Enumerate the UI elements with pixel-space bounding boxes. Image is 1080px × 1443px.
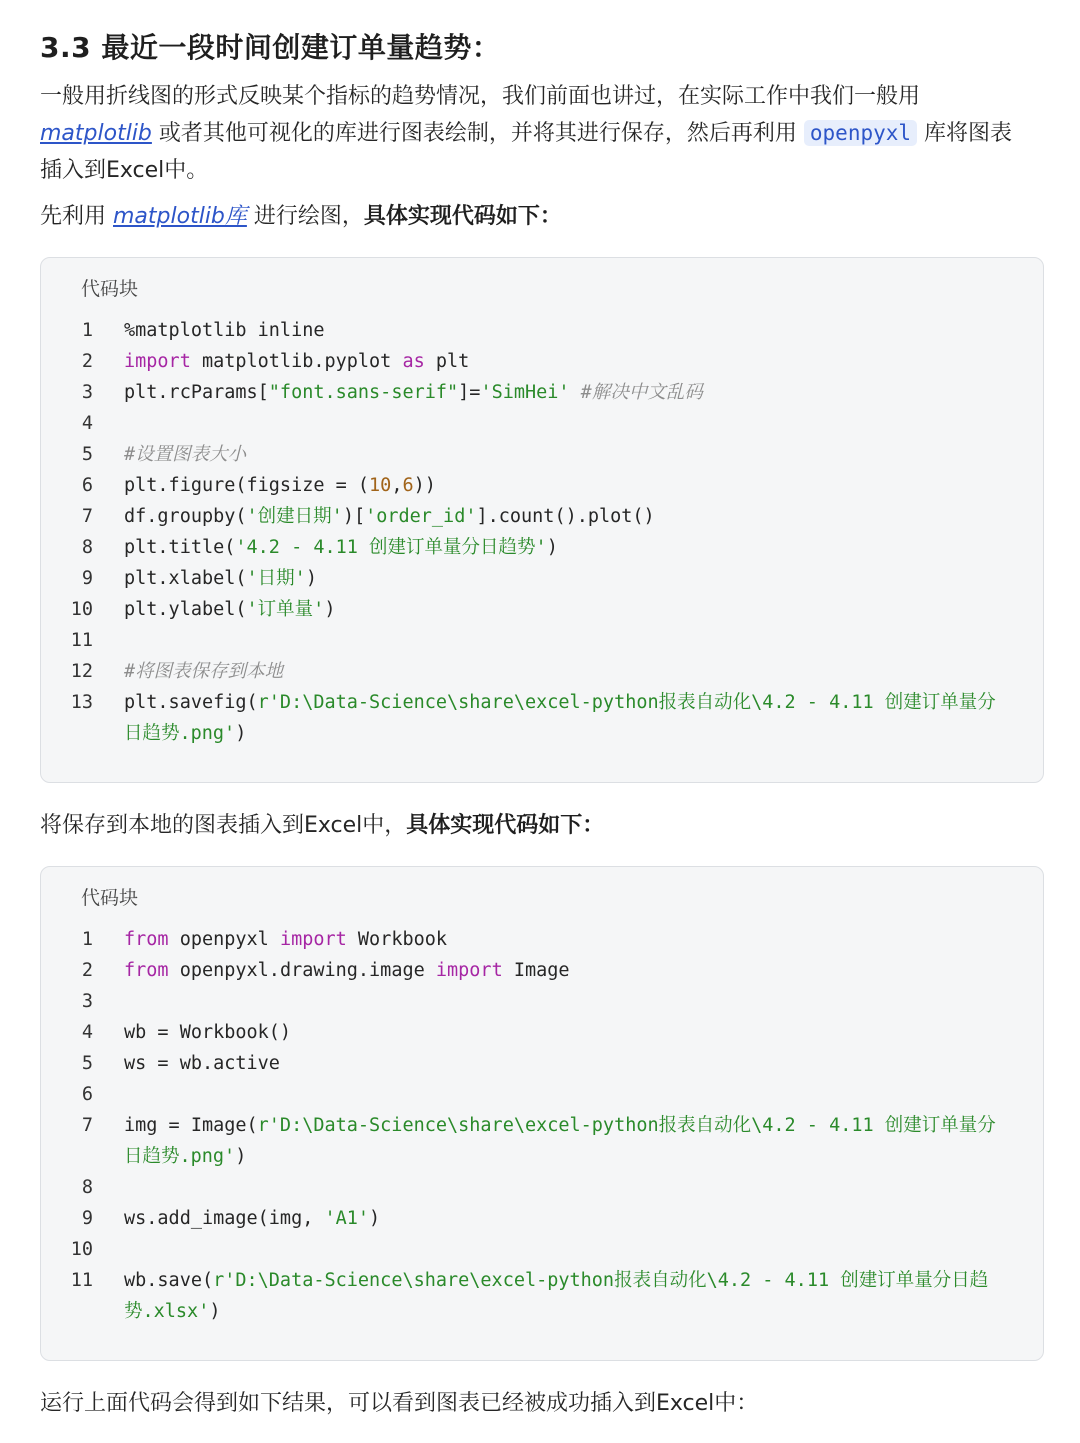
- code-token: Image: [502, 960, 570, 981]
- code-line: [41, 439, 1045, 470]
- line-number: 3: [81, 991, 93, 1012]
- code-text: [124, 718, 246, 749]
- code-text: [124, 594, 335, 625]
- code-token: r'D:\Data-Science\share\excel-python报表自动化\4.2 - 4.11 创建订单量分日趋: [213, 1270, 989, 1291]
- plot-intro-bold: 具体实现代码如下：: [363, 204, 562, 229]
- code-token: '4.2 - 4.11 创建订单量分日趋势': [235, 537, 547, 558]
- line-number: 13: [70, 692, 93, 713]
- intro-line-2: [40, 115, 1012, 152]
- code-line: [41, 346, 1045, 377]
- plot-intro-prefix: 先利用: [40, 204, 113, 229]
- section-heading: 3.3 最近一段时间创建订单量趋势：: [40, 31, 501, 64]
- code-line: [41, 1048, 1045, 1079]
- line-number: 11: [70, 1270, 93, 1291]
- code-token: 日趋势.png': [124, 1146, 236, 1167]
- code-text: [124, 532, 558, 563]
- line-number: 7: [81, 1115, 93, 1136]
- code-token: '日期': [246, 568, 306, 589]
- code-line: [41, 1234, 1045, 1265]
- code-text: [124, 470, 436, 501]
- code-token: from: [124, 960, 169, 981]
- code-token: 10: [369, 475, 392, 496]
- line-number: 8: [81, 1177, 93, 1198]
- code-token: 'order_id': [365, 506, 477, 527]
- code-text: [124, 687, 996, 718]
- openpyxl-inline-code: openpyxl: [804, 120, 917, 146]
- plot-intro-paragraph: [40, 198, 562, 235]
- code-line: [41, 594, 1045, 625]
- code-text: [124, 1203, 380, 1234]
- code-token: Workbook: [346, 929, 448, 950]
- code-token: plt.figure(figsize = (: [124, 475, 370, 496]
- intro-paragraph: [40, 78, 1012, 189]
- code-text: [124, 377, 703, 408]
- code-line: [41, 408, 1045, 439]
- code-text: [124, 1017, 291, 1048]
- line-number: 9: [81, 568, 93, 589]
- code-line: [41, 1079, 1045, 1110]
- matplotlib-link[interactable]: matplotlib: [40, 121, 152, 146]
- code-token: )): [413, 475, 436, 496]
- intro-line-1: 一般用折线图的形式反映某个指标的趋势情况，我们前面也讲过，在实际工作中我们一般用: [40, 84, 921, 109]
- code-lines: [41, 315, 1045, 749]
- code-line: [41, 1296, 1045, 1327]
- code-token: '创建日期': [246, 506, 343, 527]
- matplotlib-lib-link[interactable]: matplotlib库: [113, 204, 247, 229]
- code-token: wb = Workbook(): [124, 1022, 292, 1043]
- code-line: [41, 687, 1045, 718]
- code-token: 'A1': [324, 1208, 370, 1229]
- code-text: [124, 1141, 246, 1172]
- code-token: ): [209, 1301, 221, 1322]
- code-line: [41, 924, 1045, 955]
- code-block-insert[interactable]: [40, 866, 1044, 1361]
- code-line: [41, 1017, 1045, 1048]
- code-token: plt.rcParams[: [124, 382, 269, 403]
- code-token: df.groupby(: [124, 506, 247, 527]
- code-token: 6: [402, 475, 414, 496]
- line-number: 12: [70, 661, 93, 682]
- code-token: r'D:\Data-Science\share\excel-python报表自动化\4.2 - 4.11 创建订单量分: [257, 1115, 996, 1136]
- line-number: 7: [81, 506, 93, 527]
- code-token: wb.save(: [124, 1270, 214, 1291]
- line-number: 5: [81, 444, 93, 465]
- code-text: [124, 1048, 280, 1079]
- intro-line-3: 插入到Excel中。: [40, 158, 209, 183]
- insert-intro-bold: 具体实现代码如下：: [406, 813, 605, 838]
- code-token: ,: [391, 475, 403, 496]
- line-number: 6: [81, 1084, 93, 1105]
- code-line: [41, 986, 1045, 1017]
- code-line: [41, 1141, 1045, 1172]
- code-token: )[: [342, 506, 366, 527]
- code-line: [41, 1110, 1045, 1141]
- code-token: from: [124, 929, 169, 950]
- code-line: [41, 1265, 1045, 1296]
- line-number: 1: [81, 320, 93, 341]
- code-token: #将图表保存到本地: [124, 661, 284, 682]
- code-token: ws = wb.active: [124, 1053, 280, 1074]
- code-token: ): [324, 599, 336, 620]
- code-token: plt.ylabel(: [124, 599, 247, 620]
- code-line: [41, 315, 1045, 346]
- line-number: 10: [70, 599, 93, 620]
- code-text: [124, 1296, 220, 1327]
- code-line: [41, 625, 1045, 656]
- line-number: 6: [81, 475, 93, 496]
- code-token: "font.sans-serif": [268, 382, 459, 403]
- code-line: [41, 1172, 1045, 1203]
- code-line: [41, 1203, 1045, 1234]
- line-number: 4: [81, 413, 93, 434]
- code-token: import: [279, 929, 347, 950]
- code-token: openpyxl: [168, 929, 280, 950]
- code-text: [124, 501, 655, 532]
- code-token: ): [546, 537, 558, 558]
- code-block-title: 代码块: [81, 887, 139, 909]
- code-text: [124, 1110, 996, 1141]
- code-token: as: [402, 351, 425, 372]
- line-number: 2: [81, 960, 93, 981]
- line-number: 1: [81, 929, 93, 950]
- code-text: [124, 315, 324, 346]
- code-token: ]=: [458, 382, 481, 403]
- code-text: [124, 924, 447, 955]
- line-number: 5: [81, 1053, 93, 1074]
- code-text: [124, 955, 570, 986]
- code-token: #设置图表大小: [124, 444, 247, 465]
- code-token: ): [235, 723, 247, 744]
- code-token: 'SimHei': [480, 382, 570, 403]
- code-token: %matplotlib inline: [124, 320, 325, 341]
- code-token: #解决中文乱码: [569, 382, 703, 403]
- insert-intro-text: 将保存到本地的图表插入到Excel中，: [40, 813, 407, 838]
- code-token: import: [124, 351, 191, 372]
- code-text: [124, 346, 469, 377]
- code-token: ): [369, 1208, 381, 1229]
- code-line: [41, 563, 1045, 594]
- code-token: img = Image(: [124, 1115, 258, 1136]
- code-line: [41, 718, 1045, 749]
- intro-line-2-tail: 库将图表: [917, 121, 1013, 146]
- code-token: ].count().plot(): [476, 506, 655, 527]
- line-number: 10: [70, 1239, 93, 1260]
- code-token: ): [305, 568, 317, 589]
- code-text: [124, 1265, 988, 1296]
- code-text: [124, 656, 283, 687]
- code-token: ws.add_image(img,: [124, 1208, 325, 1229]
- code-token: plt: [424, 351, 470, 372]
- line-number: 11: [70, 630, 93, 651]
- insert-intro-paragraph: [40, 807, 604, 844]
- code-line: [41, 377, 1045, 408]
- code-line: [41, 501, 1045, 532]
- line-number: 8: [81, 537, 93, 558]
- code-token: import: [435, 960, 503, 981]
- line-number: 3: [81, 382, 93, 403]
- line-number: 9: [81, 1208, 93, 1229]
- code-text: [124, 563, 317, 594]
- code-token: plt.title(: [124, 537, 236, 558]
- code-text: [124, 439, 246, 470]
- code-token: r'D:\Data-Science\share\excel-python报表自动化\4.2 - 4.11 创建订单量分: [257, 692, 996, 713]
- result-paragraph: 运行上面代码会得到如下结果，可以看到图表已经被成功插入到Excel中：: [40, 1391, 759, 1416]
- code-line: [41, 656, 1045, 687]
- code-block-plot[interactable]: [40, 257, 1044, 783]
- intro-line-2-text: 或者其他可视化的库进行图表绘制，并将其进行保存，然后再利用: [151, 121, 804, 146]
- code-token: 势.xlsx': [124, 1301, 210, 1322]
- code-token: '订单量': [246, 599, 325, 620]
- code-line: [41, 955, 1045, 986]
- code-token: ): [235, 1146, 247, 1167]
- code-token: openpyxl.drawing.image: [168, 960, 436, 981]
- line-number: 4: [81, 1022, 93, 1043]
- code-token: 日趋势.png': [124, 723, 236, 744]
- code-token: plt.savefig(: [124, 692, 258, 713]
- line-number: 2: [81, 351, 93, 372]
- code-block-title: 代码块: [81, 278, 139, 300]
- code-line: [41, 532, 1045, 563]
- code-line: [41, 470, 1045, 501]
- code-token: matplotlib.pyplot: [190, 351, 403, 372]
- code-token: plt.xlabel(: [124, 568, 247, 589]
- code-lines: [41, 924, 1045, 1327]
- plot-intro-mid: 进行绘图，: [246, 204, 364, 229]
